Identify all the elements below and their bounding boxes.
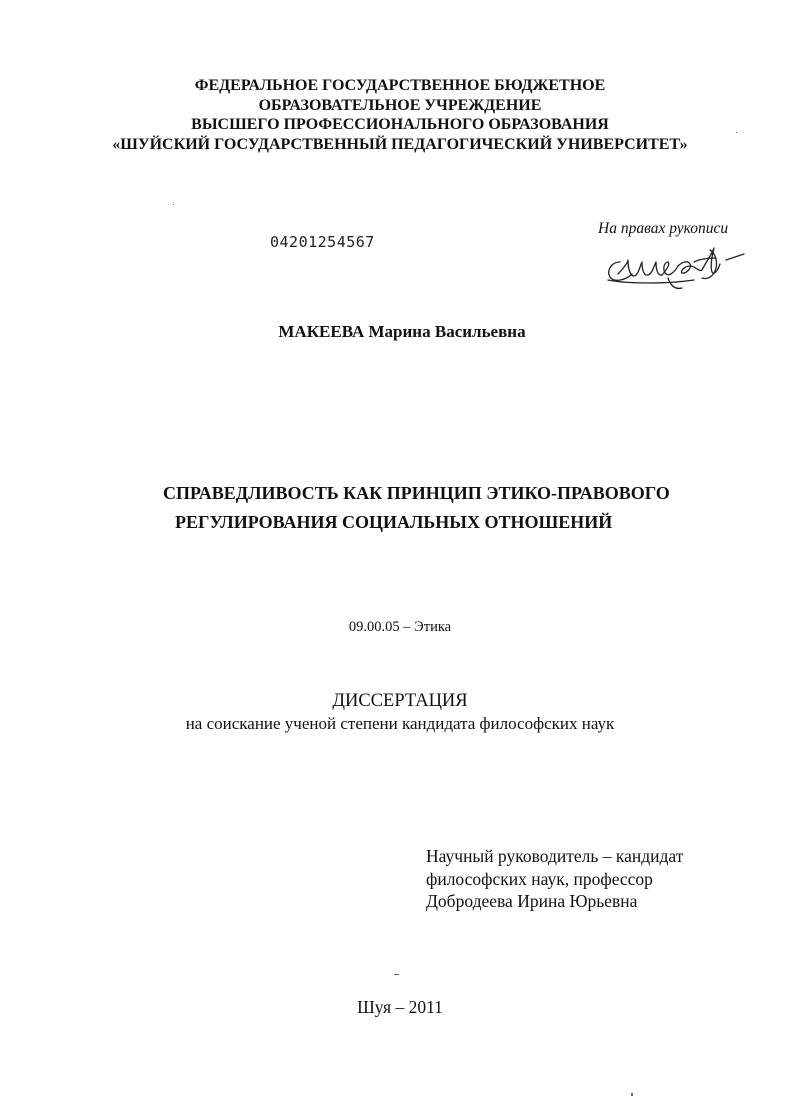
institution-header <box>0 76 799 154</box>
scan-speck <box>173 204 174 205</box>
archive-number: 04201254567 <box>270 233 375 251</box>
thesis-title-line-2: РЕГУЛИРОВАНИЯ СОЦИАЛЬНЫХ ОТНОШЕНИЙ <box>175 512 613 532</box>
dissertation-label: ДИССЕРТАЦИЯ <box>332 691 468 711</box>
supervisor-line-2: философских наук, профессор <box>426 868 653 889</box>
thesis-title-line-1: СПРАВЕДЛИВОСТЬ КАК ПРИНЦИП ЭТИКО-ПРАВОВОГО <box>163 483 670 503</box>
scan-speck <box>394 974 399 975</box>
degree-statement: на соискание ученой степени кандидата философских наук <box>185 714 615 733</box>
supervisor-line-1: Научный руководитель – кандидат <box>426 846 684 866</box>
institution-line-1: ФЕДЕРАЛЬНОЕ ГОСУДАРСТВЕННОЕ БЮДЖЕТНОЕ <box>194 77 606 94</box>
institution-line-3: ВЫСШЕГО ПРОФЕССИОНАЛЬНОГО ОБРАЗОВАНИЯ <box>191 116 609 133</box>
institution-line-4: «ШУЙСКИЙ ГОСУДАРСТВЕННЫЙ ПЕДАГОГИЧЕСКИЙ УНИВЕРСИТЕТ» <box>112 135 688 153</box>
author-name: МАКЕЕВА Марина Васильевна <box>278 322 526 341</box>
handwritten-signature <box>598 240 758 298</box>
place-and-year: Шуя – 2011 <box>357 997 443 1017</box>
supervisor-block <box>426 845 683 913</box>
specialty-code: 09.00.05 – Этика <box>348 619 452 635</box>
manuscript-note: На правах рукописи <box>598 220 729 237</box>
institution-line-2: ОБРАЗОВАТЕЛЬНОЕ УЧРЕЖДЕНИЕ <box>258 96 542 114</box>
scan-speck <box>736 132 737 133</box>
supervisor-line-3: Добродеева Ирина Юрьевна <box>426 891 638 911</box>
scan-speck <box>631 1093 633 1096</box>
